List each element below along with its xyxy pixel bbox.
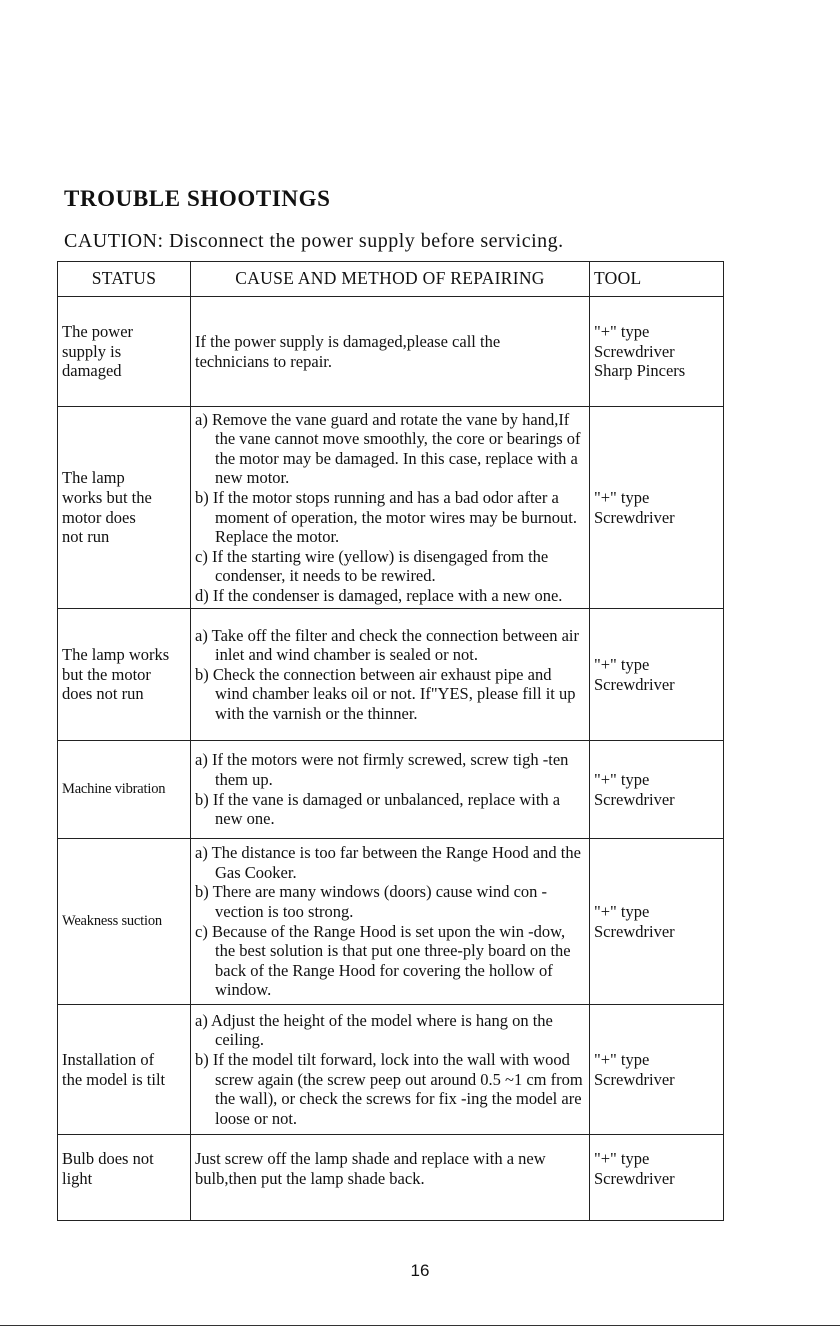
table-row <box>58 1135 724 1221</box>
table-row <box>58 839 724 1005</box>
cause-item: c) Because of the Range Hood is set upon the win -dow, the best solution is that put one three-ply board on the back of the Range Hood for covering the hollow of window. <box>195 921 571 1000</box>
page-number: 16 <box>410 1261 430 1280</box>
tool-cell: "+" type Screwdriver <box>590 1005 724 1135</box>
cause-item: b) If the motor stops running and has a bad odor after a moment of operation, the motor wires may be burnout. Replace the motor. <box>195 487 578 547</box>
cause-cell <box>191 297 590 407</box>
bottom-divider <box>0 1325 840 1326</box>
cause-item: a) Adjust the height of the model where is hang on the ceiling. <box>195 1010 553 1050</box>
table-row <box>58 407 724 609</box>
tool-cell: "+" type Screwdriver <box>590 407 724 609</box>
table-header-row <box>58 262 724 297</box>
cause-text: bulb,then put the lamp shade back. <box>195 1168 425 1188</box>
tool-cell: "+" type Screwdriver <box>590 839 724 1005</box>
status-cell: The lamp works but the motor does not run <box>58 407 191 609</box>
tool-cell: "+" type Screwdriver <box>590 741 724 839</box>
cause-item: a) If the motors were not firmly screwed, screw tigh -ten them up. <box>195 750 569 789</box>
caution-note: CAUTION: Disconnect the power supply before servicing. <box>64 230 564 252</box>
cause-text: technicians to repair. <box>195 351 332 371</box>
page-title: TROUBLE SHOOTINGS <box>64 186 331 211</box>
header-tool: TOOL <box>590 262 724 297</box>
cause-item: c) If the starting wire (yellow) is disengaged from the condenser, it needs to be rewired. <box>195 546 549 586</box>
cause-cell <box>191 741 590 839</box>
table-row <box>58 741 724 839</box>
cause-cell <box>191 1135 590 1221</box>
cause-item: a) Remove the vane guard and rotate the vane by hand,If the vane cannot move smoothly, the core or bearings of the motor may be damaged. In this case, replace with a new motor. <box>195 409 581 488</box>
cause-item: a) The distance is too far between the Range Hood and the Gas Cooker. <box>195 843 581 882</box>
cause-text: Just screw off the lamp shade and replace with a new <box>195 1149 546 1168</box>
cause-text: If the power supply is damaged,please call the <box>195 331 501 351</box>
table-row <box>58 609 724 741</box>
cause-item: d) If the condenser is damaged, replace with a new one. <box>195 585 563 605</box>
tool-cell: "+" type Screwdriver <box>590 1135 724 1221</box>
header-status: STATUS <box>58 262 191 297</box>
tool-cell: "+" type Screwdriver <box>590 609 724 741</box>
cause-item: b) If the model tilt forward, lock into the wall with wood screw again (the screw peep out around 0.5 ~1 cm from the wall), or check the screws for fix -ing the model are loose or not. <box>195 1049 583 1128</box>
troubleshooting-table <box>57 261 724 1221</box>
status-cell: Bulb does not light <box>58 1135 191 1221</box>
cause-cell <box>191 609 590 741</box>
table-row <box>58 297 724 407</box>
cause-item: b) There are many windows (doors) cause wind con -vection is too strong. <box>195 882 548 921</box>
cause-cell <box>191 839 590 1005</box>
table-row <box>58 1005 724 1135</box>
cause-item: b) If the vane is damaged or unbalanced, replace with a new one. <box>195 789 561 829</box>
cause-cell <box>191 1005 590 1135</box>
status-cell: Weakness suction <box>58 839 191 1005</box>
cause-item: a) Take off the filter and check the connection between air inlet and wind chamber is sealed or not. <box>195 625 579 665</box>
status-cell: Machine vibration <box>58 741 191 839</box>
cause-item: b) Check the connection between air exhaust pipe and wind chamber leaks oil or not. If"YES, please fill it up with the varnish or the thinner. <box>195 664 576 723</box>
cause-cell <box>191 407 590 609</box>
tool-cell: "+" type Screwdriver Sharp Pincers <box>590 297 724 407</box>
status-cell: The power supply is damaged <box>58 297 191 407</box>
status-cell: The lamp works but the motor does not run <box>58 609 191 741</box>
header-cause: CAUSE AND METHOD OF REPAIRING <box>191 262 590 297</box>
status-cell: Installation of the model is tilt <box>58 1005 191 1135</box>
